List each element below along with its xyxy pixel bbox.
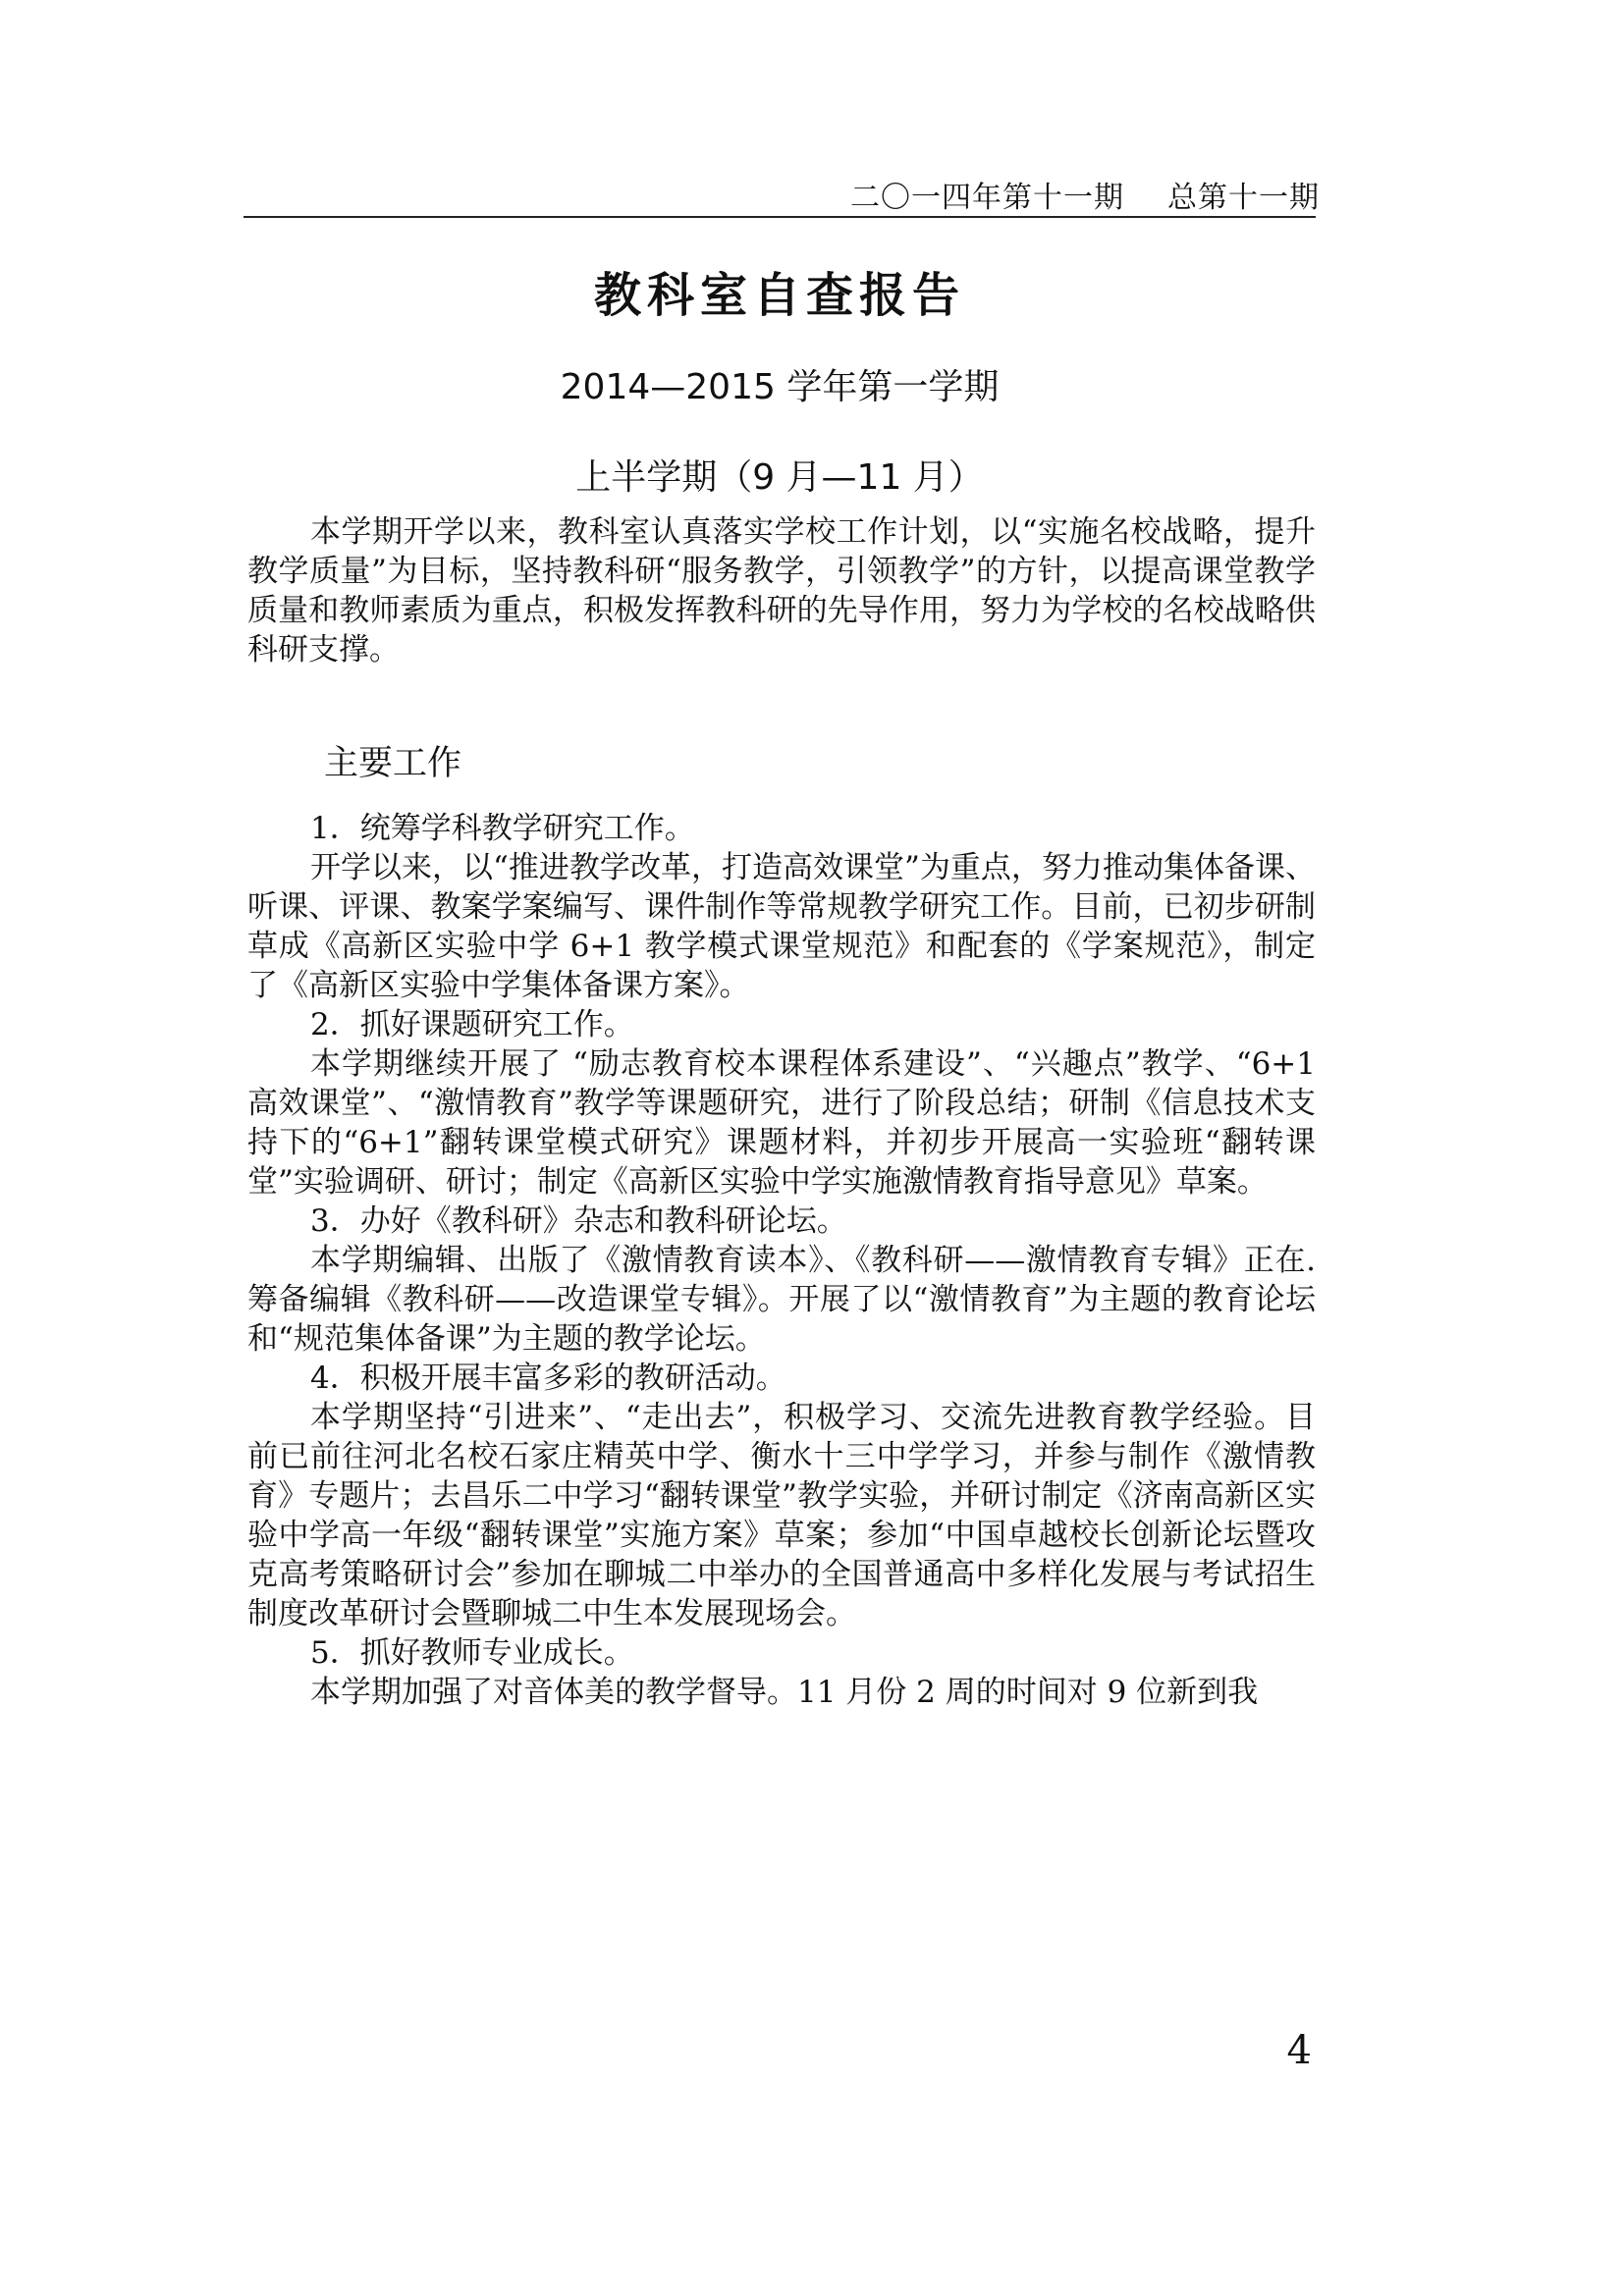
item-heading-3: 3．办好《教科研》杂志和教科研论坛。 <box>310 1203 847 1239</box>
issue-label: 二〇一四年第十一期 <box>850 181 1124 215</box>
item-heading-5: 5．抓好教师专业成长。 <box>310 1635 634 1671</box>
item-body-1: 开学以来，以“推进教学改革，打造高效课堂”为重点，努力推动集体备课、听课、评课、教案学案编写、课件制作等常规教学研究工作。目前，已初步研制草成《高新区实验中学 6+1 教学模式课堂规范》和配套的《学案规范》，制定了《高新区实验中学集体备课方案》。 <box>247 850 1316 1003</box>
header-rule <box>244 216 1316 218</box>
item-heading-4: 4．积极开展丰富多彩的教研活动。 <box>310 1361 786 1396</box>
period-heading: 上半学期（9 月—11 月） <box>575 457 984 498</box>
header-issue <box>850 173 1320 216</box>
section-heading: 主要工作 <box>324 744 462 783</box>
page-number: 4 <box>1286 2028 1312 2073</box>
item-body-5: 本学期加强了对音体美的教学督导。11 月份 2 周的时间对 9 位新到我 <box>310 1675 1259 1710</box>
item-body-2: 本学期继续开展了 “励志教育校本课程体系建设”、“兴趣点”教学、“6+1 高效课堂”、“激情教育”教学等课题研究，进行了阶段总结；研制《信息技术支持下的“6+1”翻转课堂模式研究》课题材料，并初步开展高一实验班“翻转课堂”实验调研、研讨；制定《高新区实验中学实施激情教育指导意见》草案。 <box>247 1046 1316 1200</box>
document-title: 教科室自查报告 <box>593 268 965 323</box>
item-heading-2: 2．抓好课题研究工作。 <box>310 1007 634 1042</box>
item-body-3: 本学期编辑、出版了《激情教育读本》、《教科研——激情教育专辑》正在.筹备编辑《教科研——改造课堂专辑》。开展了以“激情教育”为主题的教育论坛和“规范集体备课”为主题的教学论坛。 <box>247 1243 1316 1357</box>
total-issue-label: 总第十一期 <box>1167 181 1320 215</box>
document-body <box>247 512 1316 1712</box>
document-subtitle: 2014—2015 学年第一学期 <box>560 367 1000 407</box>
item-heading-1: 1．统筹学科教学研究工作。 <box>310 811 695 846</box>
intro-paragraph: 本学期开学以来，教科室认真落实学校工作计划，以“实施名校战略，提升教学质量”为目标，坚持教科研“服务教学，引领教学”的方针，以提高课堂教学质量和教师素质为重点，积极发挥教科研的先导作用，努力为学校的名校战略供科研支撑。 <box>247 514 1316 667</box>
item-body-4: 本学期坚持“引进来”、“走出去”，积极学习、交流先进教育教学经验。目前已前往河北名校石家庄精英中学、衡水十三中学学习，并参与制作《激情教育》专题片；去昌乐二中学习“翻转课堂”教学实验，并研讨制定《济南高新区实验中学高一年级“翻转课堂”实施方案》草案；参加“中国卓越校长创新论坛暨攻克高考策略研讨会”参加在聊城二中举办的全国普通高中多样化发展与考试招生制度改革研讨会暨聊城二中生本发展现场会。 <box>247 1400 1316 1631</box>
